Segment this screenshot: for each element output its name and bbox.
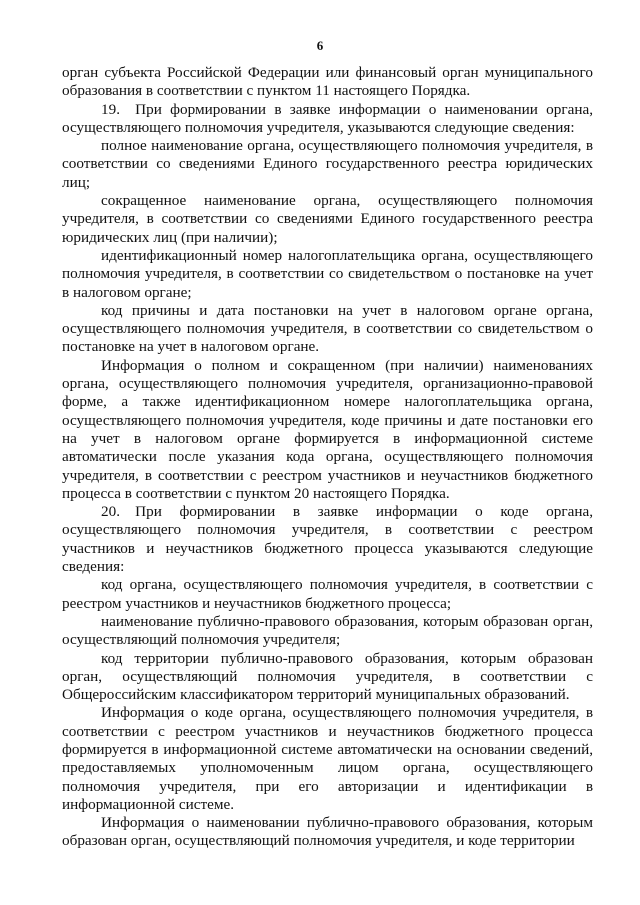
paragraph-code-info: Информация о коде органа, осуществляющего полномочия учредителя, в соответствии с реестром участников и неучастников бюджетного процесса формируется в информационной системе автоматически на основании сведений, предоставляемых уполномоченным лицом органа, осуществляющего полномочия учредителя, при его авторизации и идентификации в информационной системе.: [62, 704, 593, 813]
paragraph-continuation: орган субъекта Российской Федерации или финансовый орган муниципального образования в соответствии с пунктом 11 настоящего Порядка.: [62, 64, 593, 100]
paragraph-organ-code: код органа, осуществляющего полномочия учредителя, в соответствии с реестром участников и неучастников бюджетного процесса;: [62, 576, 593, 612]
paragraph-item-19: 19. При формировании в заявке информации о наименовании органа, осуществляющего полномочия учредителя, указываются следующие сведения:: [62, 100, 593, 136]
paragraph-info-auto: Информация о полном и сокращенном (при наличии) наименованиях органа, осуществляющего полномочия учредителя, организационно-правовой форме, а также идентификационном номере налогоплательщика органа, осуществляющего полномочия учредителя, коде причины и дате постановки его на учет в налоговом органе формируется в информационной системе автоматически после указания кода органа, осуществляющего полномочия учредителя, в соответствии с реестром участников и неучастников бюджетного процесса в соответствии с пунктом 20 настоящего Порядка.: [62, 356, 593, 502]
paragraph-full-name: полное наименование органа, осуществляющего полномочия учредителя, в соответствии со сведениями Единого государственного реестра юридических лиц;: [62, 137, 593, 191]
paragraph-inn: идентификационный номер налогоплательщика органа, осуществляющего полномочия учредителя, в соответствии со свидетельством о постановке на учет в налоговом органе;: [62, 246, 593, 301]
paragraph-territory-code: код территории публично-правового образования, которым образован орган, осуществляющий полномочия учредителя, в соответствии с Общероссийским классификатором территорий муниципальных образований.: [62, 649, 593, 704]
document-body: [62, 64, 593, 851]
paragraph-kpp: код причины и дата постановки на учет в налоговом органе органа, осуществляющего полномочия учредителя, в соответствии со свидетельством о постановке на учет в налоговом органе.: [62, 301, 593, 356]
paragraph-item-20: 20. При формировании в заявке информации о коде органа, осуществляющего полномочия учредителя, в соответствии с реестром участников и неучастников бюджетного процесса указываются следующие сведения:: [62, 503, 593, 576]
paragraph-public-entity-info: Информация о наименовании публично-правового образования, которым образован орган, осуществляющий полномочия учредителя, и коде территории: [62, 814, 593, 850]
page-number: 6: [316, 38, 324, 53]
paragraph-short-name: сокращенное наименование органа, осуществляющего полномочия учредителя, в соответствии со сведениями Единого государственного реестра юридических лиц (при наличии);: [62, 192, 593, 246]
paragraph-public-entity-name: наименование публично-правового образования, которым образован орган, осуществляющий полномочия учредителя;: [62, 612, 593, 649]
